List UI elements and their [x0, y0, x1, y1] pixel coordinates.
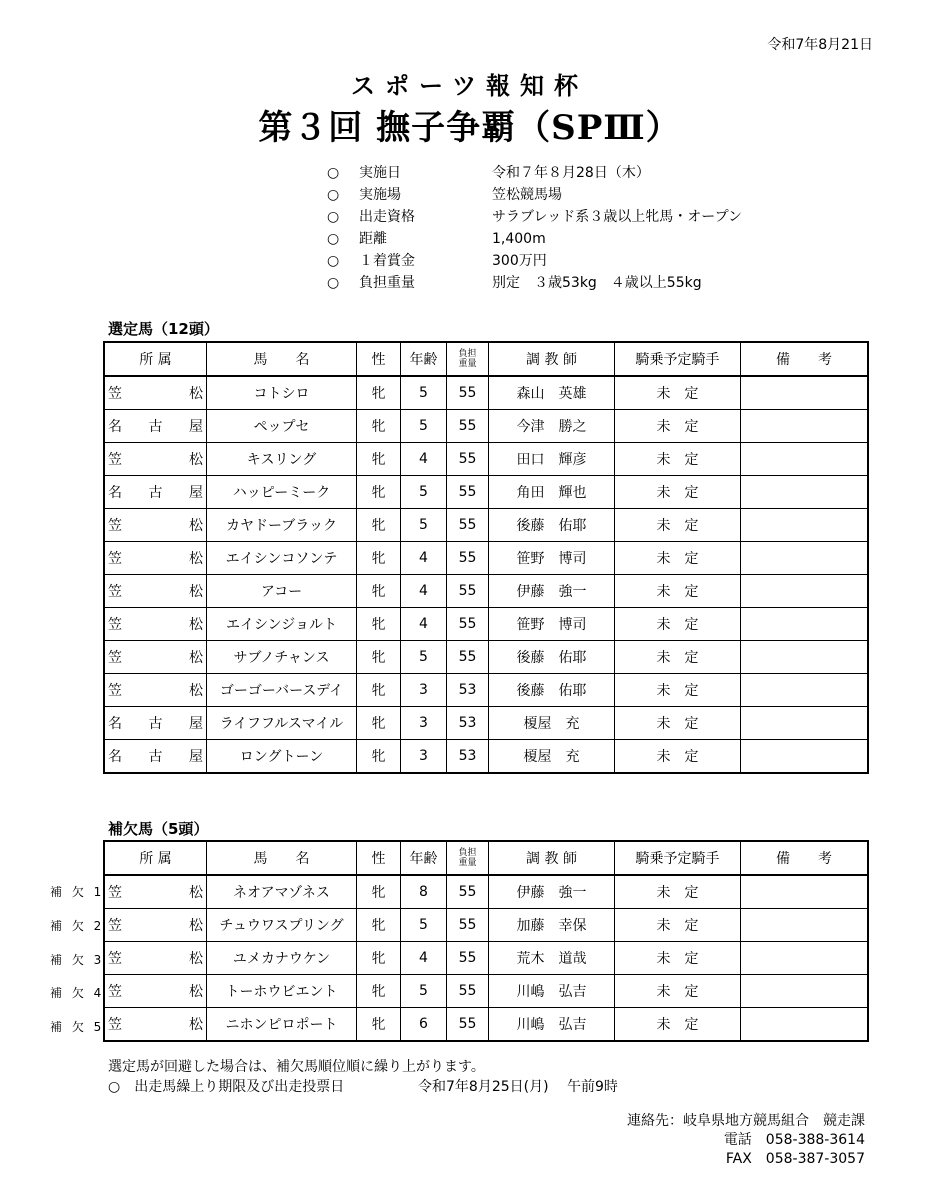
note-line2-label: ○ 出走馬繰上り期限及び出走投票日 — [108, 1079, 345, 1095]
cell-age: 6 — [401, 1008, 447, 1041]
cell-remarks — [741, 641, 868, 674]
cell-horse-name: コトシロ — [207, 376, 357, 410]
cell-trainer: 榎屋 充 — [489, 740, 615, 773]
table-row — [105, 875, 868, 909]
note-line2 — [108, 1076, 618, 1096]
cell-sex: 牝 — [357, 410, 401, 443]
info-row — [327, 184, 742, 206]
cell-remarks — [741, 542, 868, 575]
cell-sex: 牝 — [357, 376, 401, 410]
cell-horse-name: ユメカナウケン — [207, 942, 357, 975]
jockey-value: 未定 — [656, 918, 713, 934]
header-weight-line1: 負担 — [458, 348, 477, 359]
cell-jockey — [615, 376, 741, 410]
circle-bullet-icon: ○ — [327, 165, 340, 181]
reserve-rank-label: 補 欠 2 — [50, 918, 105, 933]
reserve-rank-label: 補 欠 3 — [50, 952, 105, 967]
cell-horse-name: エイシンジョルト — [207, 608, 357, 641]
cell-remarks — [741, 909, 868, 942]
header-weight — [447, 343, 489, 377]
cell-age: 3 — [401, 740, 447, 773]
affiliation-char: 笠 — [108, 452, 122, 468]
jockey-value: 未定 — [656, 485, 713, 501]
reserve-rank-label: 補 欠 1 — [50, 885, 105, 899]
cell-remarks — [741, 443, 868, 476]
cell-remarks — [741, 376, 868, 410]
cell-weight: 55 — [447, 376, 489, 410]
jockey-value: 未定 — [656, 386, 713, 402]
header-remarks: 備 考 — [741, 343, 868, 377]
cell-sex: 牝 — [357, 575, 401, 608]
cell-trainer: 後藤 佑耶 — [489, 509, 615, 542]
cell-trainer: 川嶋 弘吉 — [489, 1008, 615, 1041]
table-row — [105, 740, 868, 773]
info-label: 負担重量 — [359, 275, 415, 291]
cell-remarks — [741, 509, 868, 542]
table-row — [105, 975, 868, 1008]
affiliation-chars — [105, 981, 206, 1001]
affiliation-char: 名 — [108, 749, 122, 765]
cell-affiliation — [105, 376, 207, 410]
cell-weight: 55 — [447, 575, 489, 608]
cell-horse-name: ライフフルスマイル — [207, 707, 357, 740]
cell-jockey — [615, 575, 741, 608]
cell-jockey — [615, 641, 741, 674]
jockey-value: 未定 — [656, 716, 713, 732]
affiliation-chars — [105, 882, 206, 902]
affiliation-char: 屋 — [189, 749, 203, 765]
affiliation-char: 松 — [189, 683, 203, 699]
cell-affiliation — [105, 975, 207, 1008]
reserve-rank-label: 補 欠 5 — [50, 1020, 105, 1035]
cell-jockey — [615, 1008, 741, 1041]
header-jockey: 騎乗予定騎手 — [615, 842, 741, 876]
affiliation-char: 笠 — [108, 551, 122, 567]
cell-age: 4 — [401, 608, 447, 641]
title-sponsor: スポーツ報知杯 — [350, 71, 589, 100]
header-affiliation: 所 属 — [105, 343, 207, 377]
cell-horse-name: ネオアマゾネス — [207, 875, 357, 909]
header-weight — [447, 842, 489, 876]
cell-age: 5 — [401, 476, 447, 509]
affiliation-char: 屋 — [189, 716, 203, 732]
race-info — [327, 162, 742, 294]
cell-jockey — [615, 542, 741, 575]
affiliation-char: 笠 — [108, 518, 122, 534]
affiliation-char: 松 — [189, 617, 203, 633]
cell-affiliation — [105, 674, 207, 707]
table-row — [105, 1008, 868, 1041]
cell-jockey — [615, 740, 741, 773]
cell-horse-name: ロングトーン — [207, 740, 357, 773]
cell-jockey — [615, 875, 741, 909]
header-jockey: 騎乗予定騎手 — [615, 343, 741, 377]
cell-sex: 牝 — [357, 641, 401, 674]
header-horse-name: 馬 名 — [207, 842, 357, 876]
affiliation-char: 古 — [148, 749, 163, 765]
cell-horse-name: キスリング — [207, 443, 357, 476]
circle-bullet-icon: ○ — [327, 187, 340, 203]
affiliation-chars — [105, 1014, 206, 1034]
contact-line1: 連絡先：岐阜県地方競馬組合 競走課 — [627, 1113, 865, 1129]
cell-affiliation — [105, 942, 207, 975]
affiliation-chars — [105, 581, 206, 601]
header-trainer: 調 教 師 — [489, 343, 615, 377]
affiliation-char: 笠 — [108, 1017, 122, 1033]
contact-block — [627, 1112, 865, 1169]
jockey-value: 未定 — [656, 551, 713, 567]
info-value: 1,400m — [492, 231, 546, 247]
cell-affiliation — [105, 875, 207, 909]
cell-weight: 55 — [447, 443, 489, 476]
contact-fax: FAX 058-387-3057 — [725, 1151, 865, 1167]
affiliation-char: 笠 — [108, 918, 122, 934]
note-line1: 選定馬が回避した場合は、補欠馬順位順に繰り上がります。 — [108, 1059, 485, 1075]
cell-affiliation — [105, 909, 207, 942]
cell-trainer: 後藤 佑耶 — [489, 674, 615, 707]
cell-age: 5 — [401, 975, 447, 1008]
affiliation-char: 松 — [189, 386, 203, 402]
cell-age: 8 — [401, 875, 447, 909]
cell-jockey — [615, 707, 741, 740]
affiliation-chars — [105, 383, 206, 403]
cell-sex: 牝 — [357, 740, 401, 773]
affiliation-char: 名 — [108, 716, 122, 732]
affiliation-char: 笠 — [108, 650, 122, 666]
cell-remarks — [741, 476, 868, 509]
cell-remarks — [741, 707, 868, 740]
affiliation-char: 古 — [148, 485, 163, 501]
cell-horse-name: アコー — [207, 575, 357, 608]
reserve-table — [104, 841, 868, 1041]
cell-jockey — [615, 476, 741, 509]
cell-weight: 55 — [447, 909, 489, 942]
cell-affiliation — [105, 1008, 207, 1041]
cell-sex: 牝 — [357, 443, 401, 476]
table-row — [105, 410, 868, 443]
cell-sex: 牝 — [357, 476, 401, 509]
cell-weight: 55 — [447, 942, 489, 975]
affiliation-chars — [105, 680, 206, 700]
jockey-value: 未定 — [656, 984, 713, 1000]
table-row — [105, 476, 868, 509]
cell-remarks — [741, 1008, 868, 1041]
affiliation-chars — [105, 614, 206, 634]
cell-trainer: 後藤 佑耶 — [489, 641, 615, 674]
affiliation-chars — [105, 915, 206, 935]
table-row — [105, 542, 868, 575]
affiliation-char: 屋 — [189, 485, 203, 501]
info-row — [327, 162, 742, 184]
info-row — [327, 228, 742, 250]
header-sex: 性 — [357, 842, 401, 876]
table-header-row — [105, 842, 868, 876]
cell-sex: 牝 — [357, 542, 401, 575]
note-line2-value: 令和7年8月25日(月) 午前9時 — [418, 1079, 618, 1095]
cell-age: 5 — [401, 410, 447, 443]
cell-sex: 牝 — [357, 875, 401, 909]
cell-affiliation — [105, 542, 207, 575]
table-row — [105, 608, 868, 641]
info-row — [327, 206, 742, 228]
cell-trainer: 笹野 博司 — [489, 542, 615, 575]
header-horse-name: 馬 名 — [207, 343, 357, 377]
cell-weight: 55 — [447, 875, 489, 909]
cell-weight: 53 — [447, 707, 489, 740]
affiliation-chars — [105, 449, 206, 469]
table-row — [105, 641, 868, 674]
info-label: １着賞金 — [359, 253, 415, 269]
affiliation-char: 名 — [108, 419, 122, 435]
affiliation-char: 松 — [189, 452, 203, 468]
cell-horse-name: チュウワスプリング — [207, 909, 357, 942]
affiliation-char: 松 — [189, 885, 203, 901]
cell-trainer: 荒木 道哉 — [489, 942, 615, 975]
cell-jockey — [615, 975, 741, 1008]
cell-horse-name: ペップセ — [207, 410, 357, 443]
jockey-value: 未定 — [656, 1017, 713, 1033]
cell-horse-name: カヤドーブラック — [207, 509, 357, 542]
cell-remarks — [741, 740, 868, 773]
cell-affiliation — [105, 509, 207, 542]
affiliation-chars — [105, 416, 206, 436]
cell-jockey — [615, 674, 741, 707]
cell-jockey — [615, 942, 741, 975]
cell-age: 4 — [401, 542, 447, 575]
jockey-value: 未定 — [656, 584, 713, 600]
table-row — [105, 909, 868, 942]
cell-remarks — [741, 875, 868, 909]
info-label: 実施場 — [359, 187, 401, 203]
affiliation-chars — [105, 713, 206, 733]
affiliation-chars — [105, 515, 206, 535]
header-weight-line2: 重量 — [458, 358, 477, 369]
jockey-value: 未定 — [656, 749, 713, 765]
affiliation-char: 笠 — [108, 386, 122, 402]
cell-age: 5 — [401, 641, 447, 674]
affiliation-char: 笠 — [108, 683, 122, 699]
cell-trainer: 角田 輝也 — [489, 476, 615, 509]
cell-age: 3 — [401, 674, 447, 707]
info-label: 出走資格 — [359, 209, 415, 225]
cell-affiliation — [105, 740, 207, 773]
table-row — [105, 575, 868, 608]
cell-affiliation — [105, 707, 207, 740]
table-row — [105, 674, 868, 707]
affiliation-char: 松 — [189, 584, 203, 600]
cell-remarks — [741, 575, 868, 608]
cell-age: 4 — [401, 443, 447, 476]
affiliation-chars — [105, 482, 206, 502]
header-weight-line2: 重量 — [458, 857, 477, 868]
cell-sex: 牝 — [357, 909, 401, 942]
cell-remarks — [741, 975, 868, 1008]
circle-bullet-icon: ○ — [327, 231, 340, 247]
info-value: 令和７年８月28日（木） — [492, 165, 650, 181]
affiliation-chars — [105, 647, 206, 667]
cell-jockey — [615, 410, 741, 443]
cell-horse-name: ハッピーミーク — [207, 476, 357, 509]
cell-horse-name: ゴーゴーバースデイ — [207, 674, 357, 707]
info-row — [327, 250, 742, 272]
cell-affiliation — [105, 410, 207, 443]
cell-affiliation — [105, 575, 207, 608]
table-header-row — [105, 343, 868, 377]
cell-jockey — [615, 509, 741, 542]
affiliation-char: 古 — [148, 419, 163, 435]
reserve-rank-label: 補 欠 4 — [50, 986, 105, 1001]
affiliation-char: 笠 — [108, 885, 122, 901]
cell-affiliation — [105, 476, 207, 509]
cell-age: 3 — [401, 707, 447, 740]
cell-remarks — [741, 410, 868, 443]
info-value: 300万円 — [492, 253, 547, 269]
cell-affiliation — [105, 641, 207, 674]
header-affiliation: 所 属 — [105, 842, 207, 876]
affiliation-chars — [105, 948, 206, 968]
table-row — [105, 509, 868, 542]
cell-age: 5 — [401, 909, 447, 942]
affiliation-char: 松 — [189, 984, 203, 1000]
cell-trainer: 今津 勝之 — [489, 410, 615, 443]
jockey-value: 未定 — [656, 518, 713, 534]
table-row — [105, 376, 868, 410]
cell-sex: 牝 — [357, 942, 401, 975]
contact-phone: 電話 058-388-3614 — [723, 1132, 865, 1148]
cell-sex: 牝 — [357, 674, 401, 707]
table-row — [105, 707, 868, 740]
cell-weight: 55 — [447, 542, 489, 575]
cell-affiliation — [105, 608, 207, 641]
cell-trainer: 田口 輝彦 — [489, 443, 615, 476]
cell-weight: 53 — [447, 674, 489, 707]
cell-sex: 牝 — [357, 707, 401, 740]
info-label: 実施日 — [359, 165, 401, 181]
header-weight-label — [458, 848, 476, 868]
cell-trainer: 加藤 幸保 — [489, 909, 615, 942]
affiliation-char: 松 — [189, 518, 203, 534]
affiliation-char: 松 — [189, 551, 203, 567]
circle-bullet-icon: ○ — [327, 275, 340, 291]
affiliation-char: 屋 — [189, 419, 203, 435]
affiliation-chars — [105, 746, 206, 766]
cell-weight: 53 — [447, 740, 489, 773]
cell-horse-name: ニホンピロポート — [207, 1008, 357, 1041]
cell-weight: 55 — [447, 1008, 489, 1041]
cell-remarks — [741, 608, 868, 641]
selected-table — [104, 342, 868, 773]
cell-age: 4 — [401, 942, 447, 975]
header-weight-line1: 負担 — [458, 847, 477, 858]
jockey-value: 未定 — [656, 683, 713, 699]
cell-weight: 55 — [447, 410, 489, 443]
info-value: サラブレッド系３歳以上牝馬・オープン — [492, 209, 743, 225]
cell-trainer: 伊藤 強一 — [489, 875, 615, 909]
cell-sex: 牝 — [357, 509, 401, 542]
info-value: 別定 ３歳53kg ４歳以上55kg — [492, 275, 702, 291]
jockey-value: 未定 — [656, 650, 713, 666]
circle-bullet-icon: ○ — [327, 253, 340, 269]
cell-age: 4 — [401, 575, 447, 608]
affiliation-char: 笠 — [108, 951, 122, 967]
jockey-value: 未定 — [656, 885, 713, 901]
cell-trainer: 川嶋 弘吉 — [489, 975, 615, 1008]
header-trainer: 調 教 師 — [489, 842, 615, 876]
table-row — [105, 942, 868, 975]
cell-horse-name: エイシンコソンテ — [207, 542, 357, 575]
cell-jockey — [615, 909, 741, 942]
cell-trainer: 笹野 博司 — [489, 608, 615, 641]
affiliation-char: 笠 — [108, 584, 122, 600]
title-race: 第３回 撫子争覇（SPⅢ） — [258, 108, 681, 148]
affiliation-char: 笠 — [108, 617, 122, 633]
jockey-value: 未定 — [656, 951, 713, 967]
cell-age: 5 — [401, 509, 447, 542]
jockey-value: 未定 — [656, 452, 713, 468]
cell-sex: 牝 — [357, 1008, 401, 1041]
affiliation-char: 松 — [189, 650, 203, 666]
cell-sex: 牝 — [357, 608, 401, 641]
affiliation-char: 笠 — [108, 984, 122, 1000]
header-age: 年齢 — [401, 842, 447, 876]
cell-jockey — [615, 608, 741, 641]
header-weight-label — [458, 349, 476, 369]
reserve-section-title: 補欠馬（5頭） — [108, 820, 209, 838]
cell-trainer: 伊藤 強一 — [489, 575, 615, 608]
cell-weight: 55 — [447, 641, 489, 674]
cell-remarks — [741, 674, 868, 707]
affiliation-char: 松 — [189, 1017, 203, 1033]
affiliation-char: 松 — [189, 918, 203, 934]
cell-weight: 55 — [447, 476, 489, 509]
jockey-value: 未定 — [656, 419, 713, 435]
cell-affiliation — [105, 443, 207, 476]
cell-weight: 55 — [447, 608, 489, 641]
cell-jockey — [615, 443, 741, 476]
jockey-value: 未定 — [656, 617, 713, 633]
cell-weight: 55 — [447, 509, 489, 542]
header-age: 年齢 — [401, 343, 447, 377]
header-sex: 性 — [357, 343, 401, 377]
affiliation-char: 古 — [148, 716, 163, 732]
info-row — [327, 272, 742, 294]
affiliation-char: 松 — [189, 951, 203, 967]
cell-sex: 牝 — [357, 975, 401, 1008]
document-date: 令和7年8月21日 — [767, 37, 873, 53]
affiliation-char: 名 — [108, 485, 122, 501]
cell-horse-name: トーホウビエント — [207, 975, 357, 1008]
affiliation-chars — [105, 548, 206, 568]
info-label: 距離 — [359, 231, 387, 247]
cell-trainer: 榎屋 充 — [489, 707, 615, 740]
cell-weight: 55 — [447, 975, 489, 1008]
cell-horse-name: サブノチャンス — [207, 641, 357, 674]
cell-age: 5 — [401, 376, 447, 410]
cell-remarks — [741, 942, 868, 975]
table-row — [105, 443, 868, 476]
selected-section-title: 選定馬（12頭） — [108, 320, 219, 338]
circle-bullet-icon: ○ — [327, 209, 340, 225]
info-value: 笠松競馬場 — [492, 187, 562, 203]
header-remarks: 備 考 — [741, 842, 868, 876]
cell-trainer: 森山 英雄 — [489, 376, 615, 410]
